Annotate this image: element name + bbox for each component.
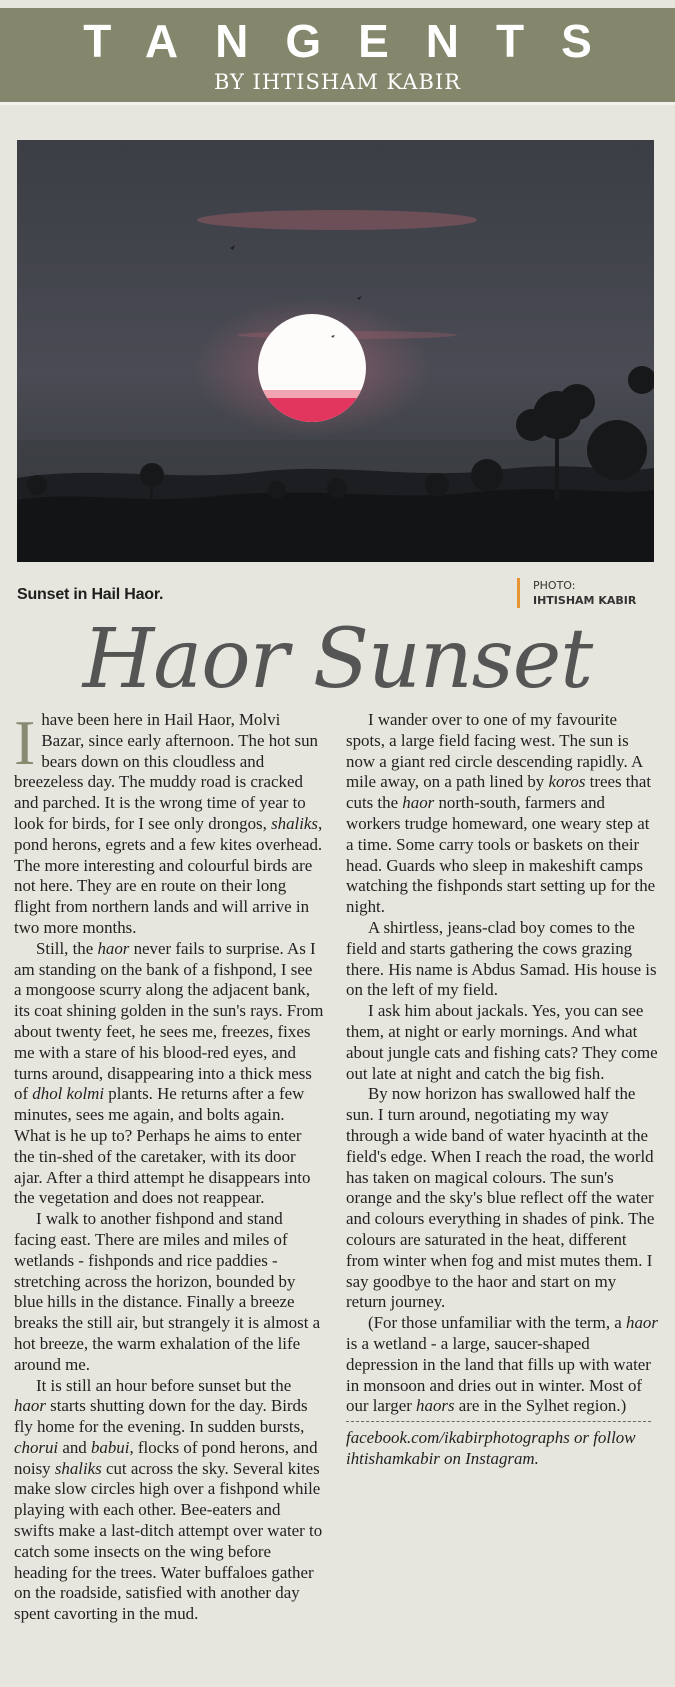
paragraph-2: Still, the haor never fails to surprise. As I am standing on the bank of a fishpond, I see a mongoose scurry along the adjacent bank, its coat shining golden in the sun's rays. From about twenty feet, he sees me, freezes, fixes me with a stare of his blood-red eyes, and turns around, disappearing into a thick mess of dhol kolmi plants. He returns after a few minutes, sees me again, and bolts again. What is he up to? Perhaps he aims to enter the tin-shed of the caretaker, with its door ajar. After a third attempt he disappears into the vegetation and does not reappear. bbox=[14, 938, 324, 1208]
article-column-left bbox=[14, 707, 324, 1625]
masthead bbox=[0, 8, 675, 105]
social-footer: facebook.com/ikabirphotographs or follow ihtishamkabir on Instagram. bbox=[346, 1428, 636, 1468]
paragraph-6: A shirtless, jeans-clad boy comes to the field and starts gathering the cows grazing there. His name is Abdus Samad. His house is on the left of my field. bbox=[346, 917, 657, 1000]
paragraph-4: It is still an hour before sunset but the haor starts shutting down for the day. Birds fly home for the evening. In sudden bursts, chorui and babui, flocks of pond herons, and noisy shaliks cut across the sky. Several kites make slow circles high over a fishpond while playing with each other. Bee-eaters and swifts make a last-ditch attempt over water to catch some insects on the wing before heading for the trees. Water buffaloes gather on the roadside, satisfied with another day spent cavorting in the mud. bbox=[14, 1375, 323, 1624]
paragraph-5: I wander over to one of my favourite spots, a large field facing west. The sun is now a giant red circle descending rapidly. A mile away, on a path lined by koros trees that cuts the haor north-south, farmers and workers trudge homeward, one weary step at a time. Some carry tools or baskets on their head. Guards who sleep in makeshift camps watching the fishponds start setting up for the night. bbox=[346, 710, 656, 917]
article-column-right bbox=[346, 710, 658, 1470]
column-title: TANGENTS bbox=[83, 15, 629, 67]
photo-credit bbox=[517, 578, 636, 608]
divider bbox=[346, 1421, 651, 1422]
byline: BY IHTISHAM KABIR bbox=[213, 70, 462, 94]
paragraph-7: I ask him about jackals. Yes, you can see them, at night or early mornings. And what about jungle cats and fishing cats? They come out late at night and catch the big fish. bbox=[346, 1001, 658, 1083]
sunset-photo bbox=[17, 140, 654, 562]
photo-credit-name: IHTISHAM KABIR bbox=[533, 594, 637, 607]
headline: Haor Sunset bbox=[82, 612, 593, 707]
paragraph-8: By now horizon has swallowed half the sun. I turn around, negotiating my way through a wide band of water hyacinth at the field's edge. When I reach the road, the world has taken on magical colours. The sun's orange and the sky's blue reflect off the water and colours everything in shades of pink. The colours are saturated in the heat, different from winter when fog and mist mutes them. I say goodbye to the haor and start on my return journey. bbox=[346, 1084, 655, 1312]
paragraph-1: Ihave been here in Hail Haor, Molvi Bazar, since early afternoon. The hot sun bears down on this cloudless and breezeless day. The muddy road is cracked and parched. It is the wrong time of year to look for birds, for I see only drongos, shaliks, pond herons, egrets and a few kites overhead. The more interesting and colourful birds are not here. They are en route on their long flight from northern lands and will arrive in two more months. bbox=[14, 707, 323, 937]
paragraph-9: (For those unfamiliar with the term, a haor is a wetland - a large, saucer-shaped depression in the land that fills up with water in monsoon and dries out in winter. Most of our larger haors are in the Sylhet region.) bbox=[346, 1313, 658, 1416]
photo-credit-label: PHOTO: bbox=[533, 579, 576, 592]
photo-caption: Sunset in Hail Haor. bbox=[17, 586, 164, 603]
paragraph-3: I walk to another fishpond and stand facing east. There are miles and miles of wetlands - fishponds and rice paddies - stretching across the horizon, bounded by blue hills in the distance. Finally a breeze breaks the still air, but strangely it is almost a hot breeze, the warm exhalation of the life around me. bbox=[14, 1209, 321, 1374]
drop-cap: I bbox=[14, 707, 36, 778]
